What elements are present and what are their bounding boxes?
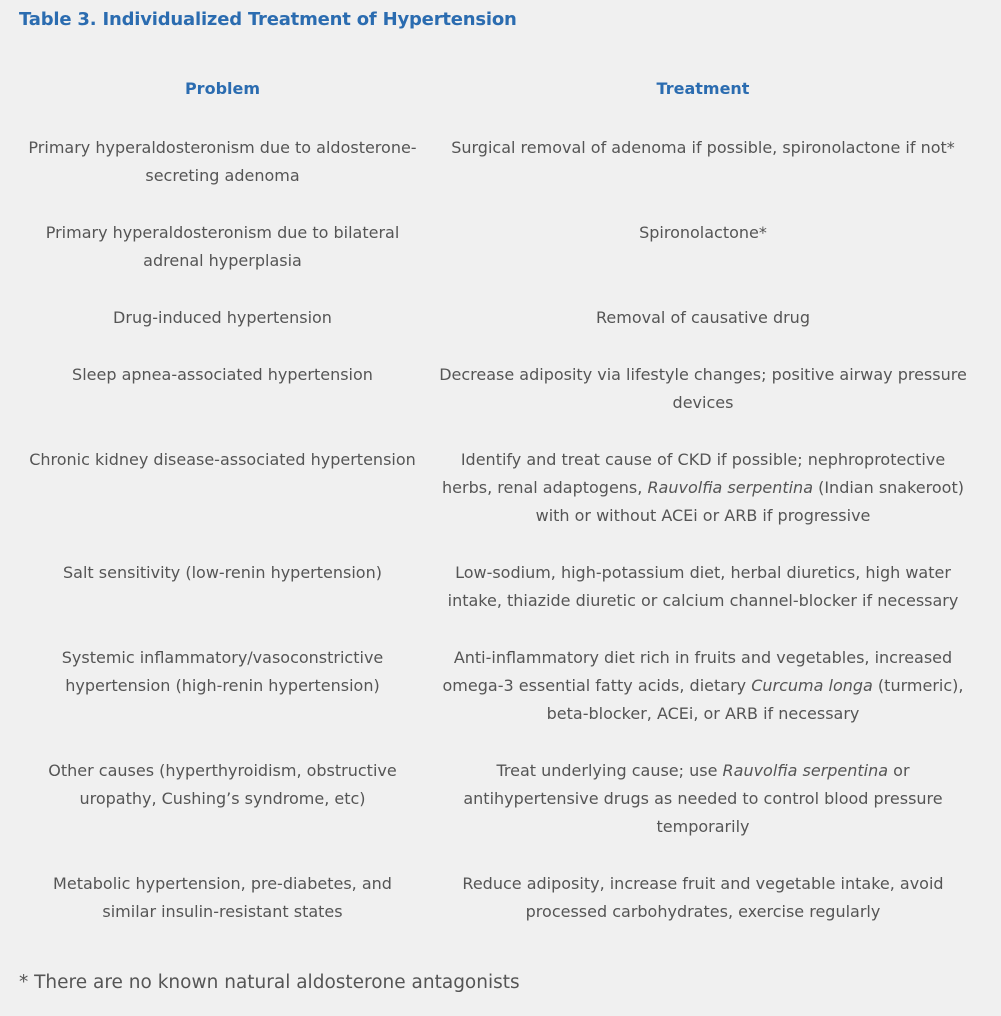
problem-cell: Sleep apnea-associated hypertension (72, 365, 373, 384)
treatment-italic-term: Rauvolfia serpentina (722, 761, 889, 780)
table-row (20, 446, 981, 559)
treatment-italic-term: Rauvolfia serpentina (647, 478, 813, 497)
treatment-text: (turmeric), beta-blocker, ACEi, or ARB if necessary (546, 676, 964, 723)
treatment-text: Identify and treat cause of CKD if possible; nephroprotective herbs, renal adaptogens, (442, 450, 946, 497)
table-row (20, 304, 981, 361)
header-problem: Problem (184, 79, 261, 98)
table-row (20, 219, 981, 304)
table-body (20, 134, 981, 955)
treatment-cell (425, 134, 981, 219)
treatment-cell (425, 559, 981, 644)
treatment-cell (425, 870, 981, 955)
table-row (20, 644, 981, 757)
treatment-text: Low-sodium, high-potassium diet, herbal diuretics, high water intake, thiazide diuretic or calcium channel-blocker if necessary (447, 563, 959, 610)
header-treatment: Treatment (656, 79, 750, 98)
problem-cell: Primary hyperaldosteronism due to aldosterone-secreting adenoma (28, 138, 417, 185)
problem-cell: Salt sensitivity (low-renin hypertension) (63, 563, 382, 582)
treatment-text: Removal of causative drug (596, 308, 810, 327)
table-row (20, 757, 981, 870)
table-row (20, 559, 981, 644)
treatment-italic-term: Curcuma longa (751, 676, 873, 695)
problem-cell: Primary hyperaldosteronism due to bilateral adrenal hyperplasia (45, 223, 400, 270)
table-row (20, 870, 981, 955)
treatment-cell (425, 361, 981, 446)
table-title: Table 3. Individualized Treatment of Hypertension (19, 9, 517, 30)
problem-cell: Other causes (hyperthyroidism, obstructive uropathy, Cushing’s syndrome, etc) (48, 761, 397, 808)
problem-cell: Drug-induced hypertension (113, 308, 332, 327)
treatment-cell (425, 757, 981, 870)
treatment-text: or antihypertensive drugs as needed to control blood pressure temporarily (463, 761, 943, 836)
treatment-text: (Indian snakeroot) with or without ACEi or ARB if progressive (535, 478, 964, 525)
treatment-text: Anti-inflammatory diet rich in fruits and vegetables, increased omega-3 essential fatty acids, dietary (442, 648, 953, 695)
treatment-text: Treat underlying cause; use (496, 761, 723, 780)
table-header-row (20, 72, 981, 134)
treatment-cell (425, 446, 981, 559)
treatment-cell (425, 219, 981, 304)
table-row (20, 361, 981, 446)
problem-cell: Metabolic hypertension, pre-diabetes, and similar insulin-resistant states (53, 874, 392, 921)
problem-cell: Chronic kidney disease-associated hypertension (29, 450, 416, 469)
treatment-table (20, 72, 981, 955)
treatment-text: Decrease adiposity via lifestyle changes; positive airway pressure devices (439, 365, 967, 412)
treatment-text: Reduce adiposity, increase fruit and vegetable intake, avoid processed carbohydrates, exercise regularly (462, 874, 944, 921)
problem-cell: Systemic inflammatory/vasoconstrictive hypertension (high-renin hypertension) (61, 648, 384, 695)
table-row (20, 134, 981, 219)
treatment-cell (425, 644, 981, 757)
footnote: * There are no known natural aldosterone antagonists (19, 972, 520, 993)
treatment-text: Spironolactone* (639, 223, 767, 242)
treatment-text: Surgical removal of adenoma if possible, spironolactone if not* (451, 138, 955, 157)
treatment-cell (425, 304, 981, 361)
